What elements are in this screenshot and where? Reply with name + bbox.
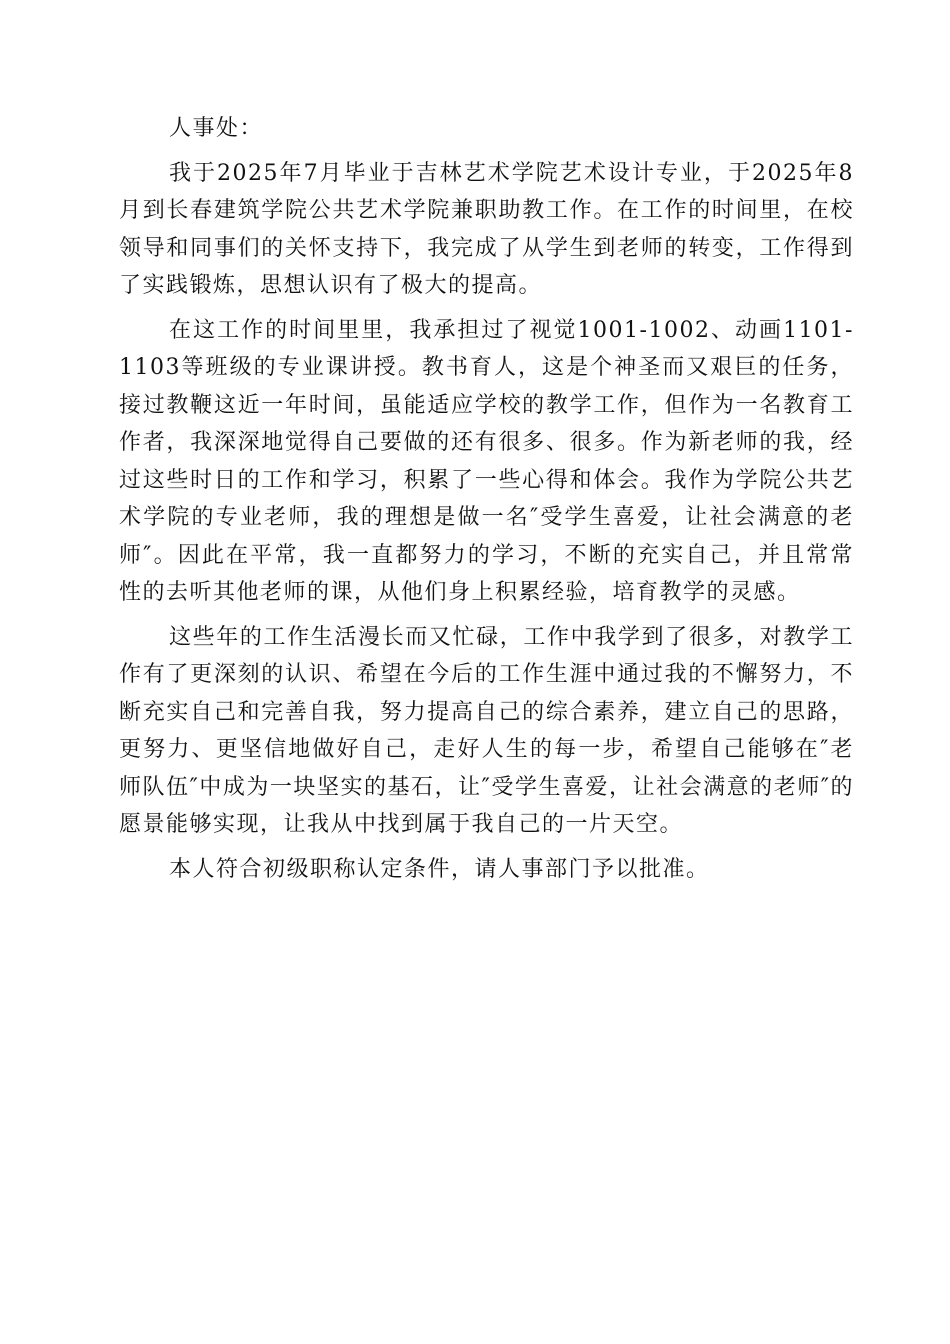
- closing-request: 本人符合初级职称认定条件，请人事部门予以批准。: [169, 856, 710, 882]
- paragraph-teaching: 在这工作的时间里里，我承担过了视觉1001-1002、动画1101-1103等班级的专业课讲授。教书育人，这是个神圣而又艰巨的任务，接过教鞭这近一年时间，虽能适应学校的教学工作，但作为一名教育工作者，我深深地觉得自己要做的还有很多、很多。作为新老师的我，经过这些时日的工作和学习，积累了一些心得和体会。我作为学院公共艺术学院的专业老师，我的理想是做一名″受学生喜爱，让社会满意的老师″。因此在平常，我一直都努力的学习，不断的充实自己，并且常常性的去听其他老师的课，从他们身上积累经验，培育教学的灵感。: [119, 317, 854, 605]
- paragraph-aspiration: 这些年的工作生活漫长而又忙碌，工作中我学到了很多，对教学工作有了更深刻的认识、希望在今后的工作生涯中通过我的不懈努力，不断充实自己和完善自我，努力提高自己的综合素养，建立自己的思路，更努力、更坚信地做好自己，走好人生的每一步，希望自己能够在″老师队伍″中成为一块坚实的基石，让″受学生喜爱，让社会满意的老师″的愿景能够实现，让我从中找到属于我自己的一片天空。: [119, 624, 854, 837]
- salutation: 人事处：: [169, 116, 264, 141]
- paragraph-background: 我于2025年7月毕业于吉林艺术学院艺术设计专业，于2025年8月到长春建筑学院公共艺术学院兼职助教工作。在工作的时间里，在校领导和同事们的关怀支持下，我完成了从学生到老师的转变，工作得到了实践锻炼，思想认识有了极大的提高。: [119, 160, 854, 298]
- document-body: [119, 110, 854, 888]
